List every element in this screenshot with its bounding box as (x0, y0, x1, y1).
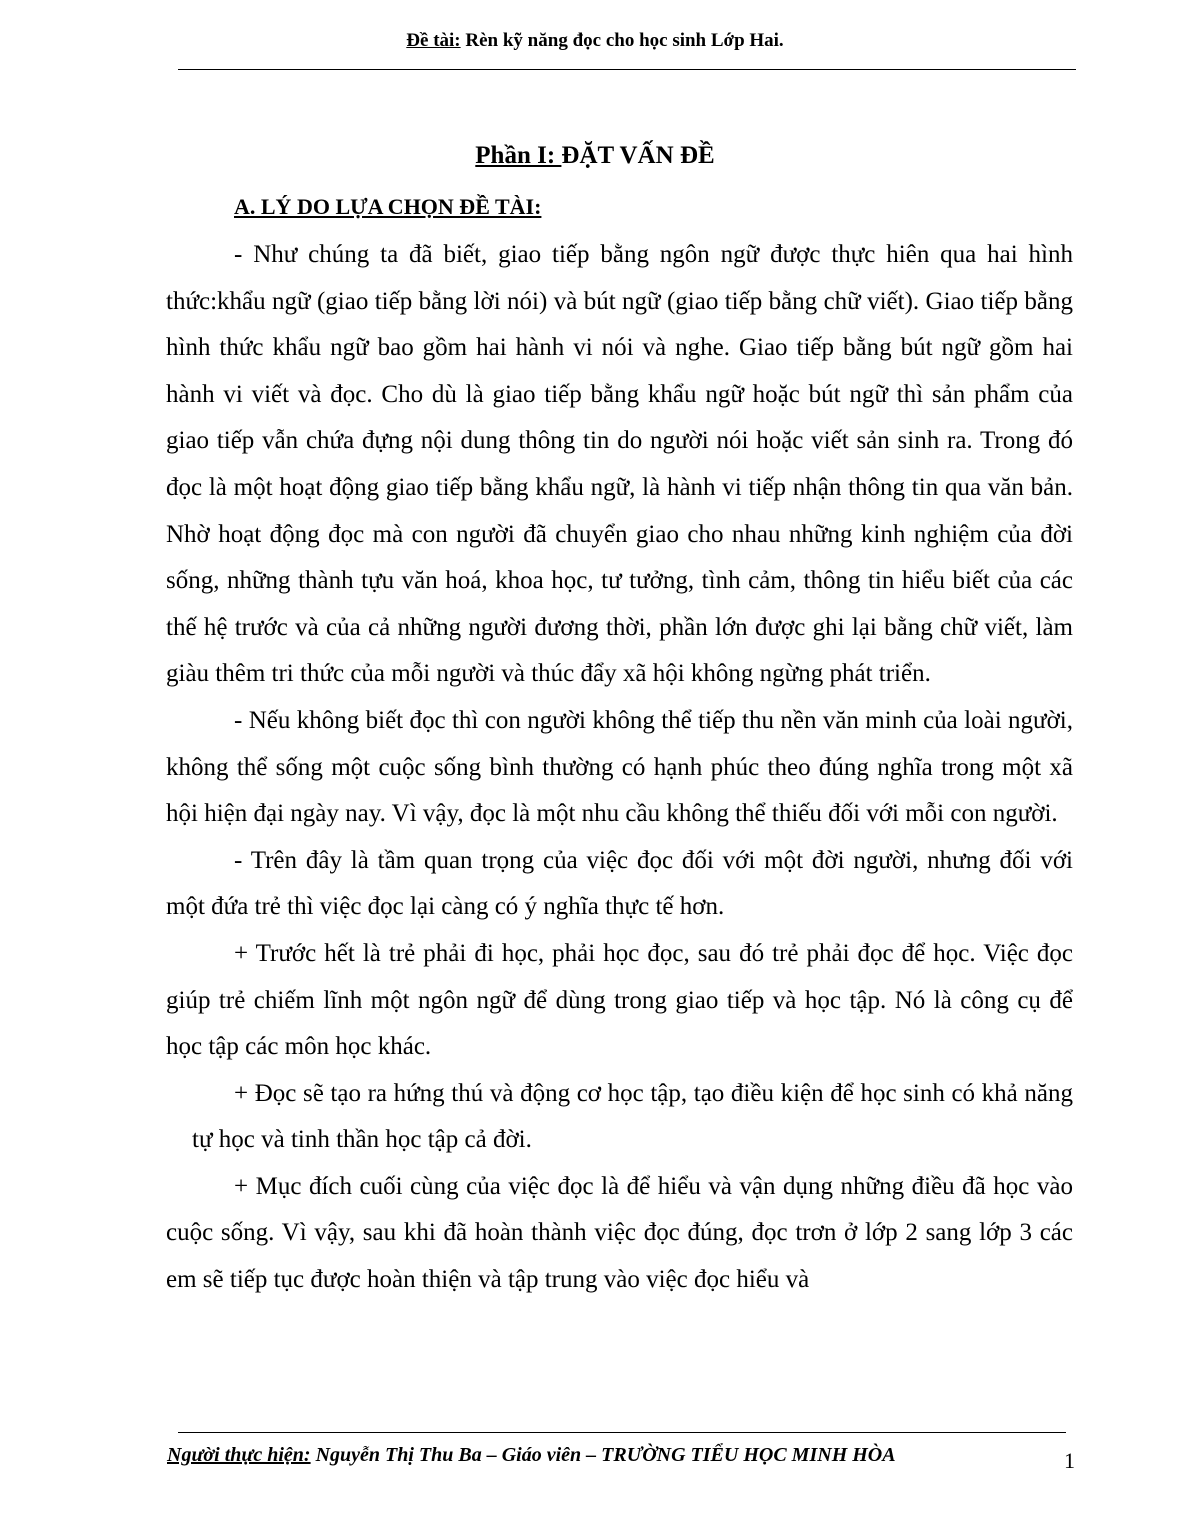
page-number: 1 (1064, 1448, 1075, 1473)
section-heading: A. LÝ DO LỰA CHỌN ĐỀ TÀI: (234, 194, 542, 219)
paragraph: + Trước hết là trẻ phải đi học, phải học đọc, sau đó trẻ phải đọc để học. Việc đọc giúp trẻ chiếm lĩnh một ngôn ngữ để dùng trong giao tiếp và học tập. Nó là công cụ để học tập các môn học khác. (166, 939, 1073, 1061)
title-text: ĐẶT VẤN ĐỀ (561, 142, 715, 169)
page-title (0, 142, 1190, 170)
paragraph: - Như chúng ta đã biết, giao tiếp bằng ngôn ngữ được thực hiên qua hai hình thức:khẩu ngữ (giao tiếp bằng lời nói) và bút ngữ (giao tiếp bằng chữ viết). Giao tiếp bằng hình thức khẩu ngữ bao gồm hai hành vi nói và nghe. Giao tiếp bằng bút ngữ gồm hai hành vi viết và đọc. Cho dù là giao tiếp bằng khẩu ngữ hoặc bút ngữ thì sản phẩm của giao tiếp vẫn chứa đựng nội dung thông tin do người nói hoặc viết sản sinh ra. Trong đó đọc là một hoạt động giao tiếp bằng khẩu ngữ, là hành vi tiếp nhận thông tin qua văn bản. Nhờ hoạt động đọc mà con người đã chuyển giao cho nhau những kinh nghiệm của đời sống, những thành tựu văn hoá, khoa học, tư tưởng, tình cảm, thông tin hiểu biết của các thế hệ trước và của cả những người đương thời, phần lớn được ghi lại bằng chữ viết, làm giàu thêm tri thức của mỗi người và thúc đẩy xã hội không ngừng phát triển. (166, 241, 1073, 688)
paragraph: - Nếu không biết đọc thì con người không thể tiếp thu nền văn minh của loài người, không thể sống một cuộc sống bình thường có hạnh phúc theo đúng nghĩa trong một xã hội hiện đại ngày nay. Vì vậy, đọc là một nhu cầu không thể thiếu đối với mỗi con người. (166, 706, 1073, 828)
paragraph: - Trên đây là tầm quan trọng của việc đọc đối với một đời người, nhưng đối với một đứa trẻ thì việc đọc lại càng có ý nghĩa thực tế hơn. (166, 846, 1073, 921)
paragraph: + Đọc sẽ tạo ra hứng thú và động cơ học tập, tạo điều kiện để học sinh có khả năng tự học và tinh thần học tập cả đời. (192, 1079, 1073, 1154)
body-text (166, 232, 1073, 1304)
header-label: Đề tài: (406, 30, 461, 51)
page-footer (167, 1444, 896, 1467)
footer-label: Người thực hiện: (167, 1444, 311, 1466)
header-text: Rèn kỹ năng đọc cho học sinh Lớp Hai. (460, 30, 784, 51)
page-header (0, 30, 1190, 52)
title-label: Phần I: (475, 142, 562, 169)
footer-divider (178, 1432, 1066, 1433)
paragraph: + Mục đích cuối cùng của việc đọc là để hiểu và vận dụng những điều đã học vào cuộc sống. Vì vậy, sau khi đã hoàn thành việc đọc đúng, đọc trơn ở lớp 2 sang lớp 3 các em sẽ tiếp tục được hoàn thiện và tập trung vào việc đọc hiểu và (166, 1172, 1073, 1294)
footer-text: Nguyễn Thị Thu Ba – Giáo viên – TRƯỜNG TIỂU HỌC MINH HÒA (310, 1444, 896, 1466)
header-divider (178, 69, 1076, 70)
